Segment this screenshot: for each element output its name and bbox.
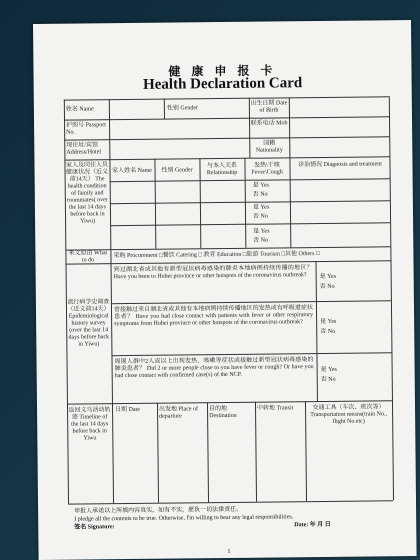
address-label: 现住址/宾馆 Address/Hotel bbox=[66, 142, 102, 156]
col-line bbox=[315, 261, 317, 401]
epi-question-1: 到过湖北省或其他有新型冠状病毒感染的肺炎本地病例持续传播的地区？ Have you been to Hubei province or other hotspots of the coronavirus outbreak? bbox=[113, 265, 313, 281]
timeline-label: 返回义乌活动轨迹 Timeline of the last 14 days before back in Yiwu bbox=[68, 407, 111, 442]
row-line bbox=[66, 260, 391, 264]
col-line bbox=[389, 96, 394, 500]
passport-field[interactable] bbox=[112, 121, 247, 136]
epi-question-3: 周围人群中2人或以上出现发热、咳嗽等症状或接触过新型冠状病毒感染的肺炎患者？ Did 2 or more people close to you have fever or cough? Or have you had close contact with confirmed case(s) of the NCP. bbox=[114, 357, 314, 380]
purpose-options[interactable]: 采购 Procurement □餐饮 Catering □ 教育 Education □旅游 Tourism □其他 Others □ bbox=[113, 251, 320, 260]
health-declaration-paper bbox=[33, 20, 417, 560]
form-table bbox=[64, 96, 393, 503]
row-line bbox=[110, 222, 390, 226]
family-health-label: 家人及同住人员健康状况（近义前14天） The health condition of family and roommates( over the last 14 days before back in Yiwu) bbox=[65, 162, 109, 225]
family-name-header: 家人姓名 Name bbox=[112, 167, 152, 175]
family-row-2-yes[interactable]: 是 Yes bbox=[252, 204, 270, 211]
row-line bbox=[110, 178, 390, 182]
relationship-header: 与本人关系 Relationship bbox=[206, 162, 238, 177]
pledge-chinese: 申报人承诺以上所填内容真实，如有不实，愿负一切法律责任。 bbox=[74, 506, 243, 515]
transport-header: 交通工具（车次、班次等）Transportation means(train No., flight No.etc) bbox=[310, 404, 388, 425]
passport-label: 护照号 Passport No. bbox=[66, 122, 106, 136]
mob-field[interactable] bbox=[290, 119, 388, 134]
form-title-english: Health Declaration Card bbox=[142, 75, 303, 93]
row-line bbox=[111, 300, 391, 304]
col-line bbox=[255, 402, 257, 502]
diagnosis-header: 诊治情况 Diagnosis and treatment bbox=[298, 161, 382, 169]
nationality-field[interactable] bbox=[290, 139, 388, 154]
date-header: 日期 Date bbox=[115, 406, 140, 414]
nationality-label: 国籍 Nationality bbox=[255, 140, 283, 154]
epi-survey-label: 流行病学史调查（近义前14天） Epidemiological history survey (over the last 14 days before back in Yiwu) bbox=[67, 299, 110, 348]
epi-q3-no[interactable]: 否 No bbox=[320, 376, 336, 384]
family-row-2-no[interactable]: 否 No bbox=[252, 213, 268, 220]
row-line bbox=[110, 200, 390, 204]
gender-label: 性别 Gender bbox=[166, 105, 199, 112]
pledge-english: I pledge all the contents to be true. Otherwise, I'm willing to bear any legal responsibilities. bbox=[74, 514, 294, 523]
epi-q1-yes[interactable]: 是 Yes bbox=[319, 273, 336, 281]
name-label: 姓名 Name bbox=[65, 106, 94, 113]
fever-cough-header: 发热\干咳 Fever\Cough bbox=[251, 162, 283, 176]
pledge-block bbox=[74, 504, 394, 532]
row-line bbox=[64, 156, 389, 160]
row-line bbox=[111, 352, 391, 356]
purpose-label: 来义原由 What to do bbox=[68, 250, 108, 264]
destination-header: 目的地 Destination bbox=[209, 405, 237, 420]
signature-label: 签名 Signature: bbox=[74, 524, 115, 531]
family-row-3-yes[interactable]: 是 Yes bbox=[253, 228, 270, 235]
epi-q2-no[interactable]: 否 No bbox=[320, 328, 336, 336]
family-row-1-yes[interactable]: 是 Yes bbox=[252, 182, 269, 189]
row-line bbox=[64, 96, 389, 100]
family-row-3-no[interactable]: 否 No bbox=[253, 237, 269, 244]
col-line bbox=[164, 99, 165, 119]
page-number: 1 bbox=[227, 548, 231, 555]
dob-field[interactable] bbox=[290, 103, 388, 116]
family-row-1-no[interactable]: 否 No bbox=[252, 191, 268, 198]
date-label: Date: 年 月 日 bbox=[294, 521, 331, 529]
epi-q1-no[interactable]: 否 No bbox=[319, 283, 335, 291]
form-title-chinese: 健 康 申 报 卡 bbox=[168, 63, 277, 79]
departure-header: 出发地 Place of departure bbox=[159, 406, 199, 420]
epi-q3-yes[interactable]: 是 Yes bbox=[320, 366, 337, 374]
family-gender-header: 性别 Gender bbox=[161, 167, 193, 174]
transit-header: 中转地 Transit bbox=[257, 405, 294, 412]
address-field[interactable] bbox=[112, 141, 247, 156]
epi-q2-yes[interactable]: 是 Yes bbox=[320, 318, 337, 326]
dob-label: 出生日期 Date of Birth bbox=[250, 100, 288, 114]
col-line bbox=[289, 157, 291, 247]
mob-label: 联系电话 Mob bbox=[250, 120, 288, 127]
epi-question-2: 曾接触过来自湖北省或其他有本地病例持续传播地区的发热或有呼吸道症状患者？ Have you had close contact with patients with fever or other respiratory symptoms from Hubei province or other hotspots of the coronavirus outbreak? bbox=[113, 305, 314, 328]
